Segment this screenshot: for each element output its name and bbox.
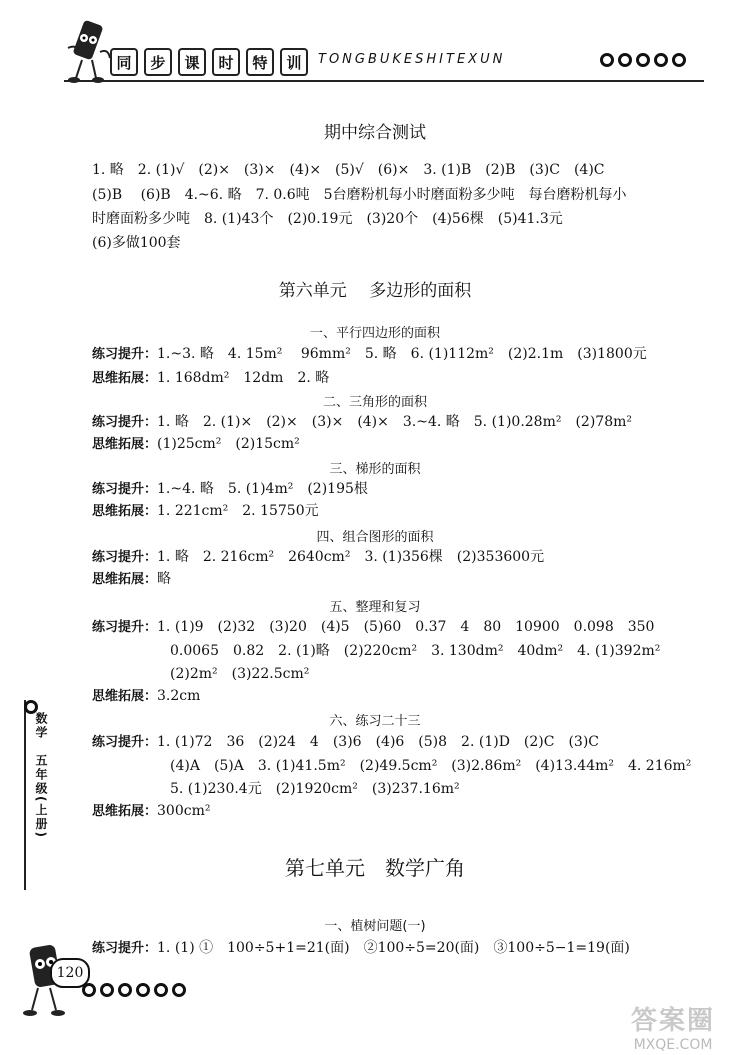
- line-label: 练习提升：: [92, 550, 158, 565]
- answer-line: [170, 641, 660, 661]
- watermark-logo: 答案圈: [630, 1006, 715, 1036]
- section-heading: 四、组合图形的面积: [316, 530, 434, 545]
- mid-test-line: (5)B (6)B 4.~6. 略 7. 0.6吨 5台磨粉机每小时磨面粉多少吨 每台磨粉机每小: [92, 187, 627, 203]
- circle-icon: [154, 983, 168, 997]
- line-label: 练习提升：: [92, 347, 158, 362]
- answer-line: [92, 344, 647, 365]
- line-text: 1. (1)9 (2)32 (3)20 (4)5 (5)60 0.37 4 80 10900 0.098 350: [157, 619, 655, 635]
- line-label: 练习提升：: [92, 415, 158, 430]
- line-label: 练习提升：: [92, 620, 158, 635]
- watermark: [608, 1000, 738, 1053]
- line-text: 略: [157, 571, 172, 587]
- answer-line: [92, 501, 319, 522]
- mid-test-line: (6)多做100套: [92, 235, 181, 251]
- circle-icon: [672, 53, 686, 67]
- side-tab-label: 数学 五年级(上册): [34, 712, 48, 839]
- unit7-title: 第七单元 数学广角: [285, 856, 465, 880]
- answer-line: [92, 412, 632, 433]
- answer-line: [170, 779, 460, 799]
- footer-decor-circles: [82, 983, 186, 997]
- line-label: 练习提升：: [92, 482, 158, 497]
- line-text: 1. (1) ① 100÷5+1=21(面) ②100÷5=20(面) ③100÷5−1=19(面): [157, 940, 630, 956]
- line-text: (4)A (5)A 3. (1)41.5m² (2)49.5cm² (3)2.86m² (4)13.44m² 4. 216m²: [170, 758, 692, 774]
- line-label: 思维拓展：: [92, 689, 158, 704]
- line-label: 思维拓展：: [92, 504, 158, 519]
- answer-line: [92, 732, 599, 753]
- circle-icon: [82, 983, 96, 997]
- watermark-url: MXQE.COM: [633, 1037, 713, 1053]
- answer-line: [92, 686, 200, 707]
- line-label: 思维拓展：: [92, 572, 158, 587]
- header-char: 步: [144, 48, 172, 76]
- line-text: 300cm²: [157, 803, 211, 819]
- line-text: 1. (1)72 36 (2)24 4 (3)6 (4)6 (5)8 2. (1)D (2)C (3)C: [157, 734, 599, 750]
- header-char: 同: [110, 48, 138, 76]
- header-pinyin: TONGBUKESHITEXUN: [318, 52, 506, 67]
- answer-line: [92, 617, 654, 638]
- line-label: 思维拓展：: [92, 804, 158, 819]
- header-char: 课: [178, 48, 206, 76]
- section-heading: 五、整理和复习: [329, 600, 421, 615]
- mid-test-title: 期中综合测试: [324, 123, 426, 143]
- circle-icon: [618, 53, 632, 67]
- unit6-title: 第六单元 多边形的面积: [278, 281, 472, 301]
- line-text: 5. (1)230.4元 (2)1920cm² (3)237.16m²: [170, 781, 460, 797]
- line-text: 1. 略 2. (1)× (2)× (3)× (4)× 3.~4. 略 5. (1)0.28m² (2)78m²: [157, 414, 633, 430]
- answer-line: [92, 547, 544, 568]
- page-number: 120: [50, 958, 90, 988]
- answer-line: [170, 664, 309, 684]
- line-text: 1. 略 2. 216cm² 2640cm² 3. (1)356棵 (2)353600元: [157, 549, 545, 565]
- answer-line: [92, 801, 210, 822]
- section-heading: 二、三角形的面积: [322, 395, 427, 410]
- line-text: 3.2cm: [157, 688, 201, 704]
- line-text: (1)25cm² (2)15cm²: [157, 436, 300, 452]
- pencil-mascot-icon: [62, 18, 114, 86]
- circle-icon: [654, 53, 668, 67]
- circle-icon: [136, 983, 150, 997]
- circle-icon: [172, 983, 186, 997]
- line-text: 1.~3. 略 4. 15m² 96mm² 5. 略 6. (1)112m² (2)2.1m (3)1800元: [157, 346, 647, 362]
- mid-test-line: 时磨面粉多少吨 8. (1)43个 (2)0.19元 (3)20个 (4)56棵 (5)41.3元: [92, 211, 563, 227]
- line-label: 练习提升：: [92, 941, 158, 956]
- header-char: 训: [280, 48, 308, 76]
- header-divider: [64, 80, 704, 82]
- answer-line: [92, 434, 300, 455]
- line-text: 1. 168dm² 12dm 2. 略: [157, 370, 330, 386]
- line-text: 0.0065 0.82 2. (1)略 (2)220cm² 3. 130dm² 40dm² 4. (1)392m²: [170, 643, 661, 659]
- section-heading: 一、平行四边形的面积: [309, 326, 440, 341]
- line-label: 思维拓展：: [92, 437, 158, 452]
- section-heading: 三、梯形的面积: [329, 462, 421, 477]
- circle-icon: [100, 983, 114, 997]
- line-text: 1. 221cm² 2. 15750元: [157, 503, 319, 519]
- circle-icon: [118, 983, 132, 997]
- header-char: 时: [212, 48, 240, 76]
- answer-line: [92, 368, 329, 389]
- answer-line: [92, 938, 630, 959]
- section-heading: 一、植树问题(一): [324, 919, 426, 934]
- mid-test-line: 1. 略 2. (1)√ (2)× (3)× (4)× (5)√ (6)× 3. (1)B (2)B (3)C (4)C: [92, 162, 605, 178]
- line-label: 思维拓展：: [92, 371, 158, 386]
- answer-line: [170, 756, 691, 776]
- line-text: 1.~4. 略 5. (1)4m² (2)195根: [157, 481, 368, 497]
- header-title: [110, 48, 308, 76]
- line-text: (2)2m² (3)22.5cm²: [170, 666, 310, 682]
- answer-line: [92, 479, 368, 500]
- answer-line: [92, 569, 171, 590]
- header-decor-circles: [600, 53, 686, 67]
- line-label: 练习提升：: [92, 735, 158, 750]
- circle-icon: [636, 53, 650, 67]
- circle-icon: [600, 53, 614, 67]
- header-char: 特: [246, 48, 274, 76]
- section-heading: 六、练习二十三: [329, 714, 421, 729]
